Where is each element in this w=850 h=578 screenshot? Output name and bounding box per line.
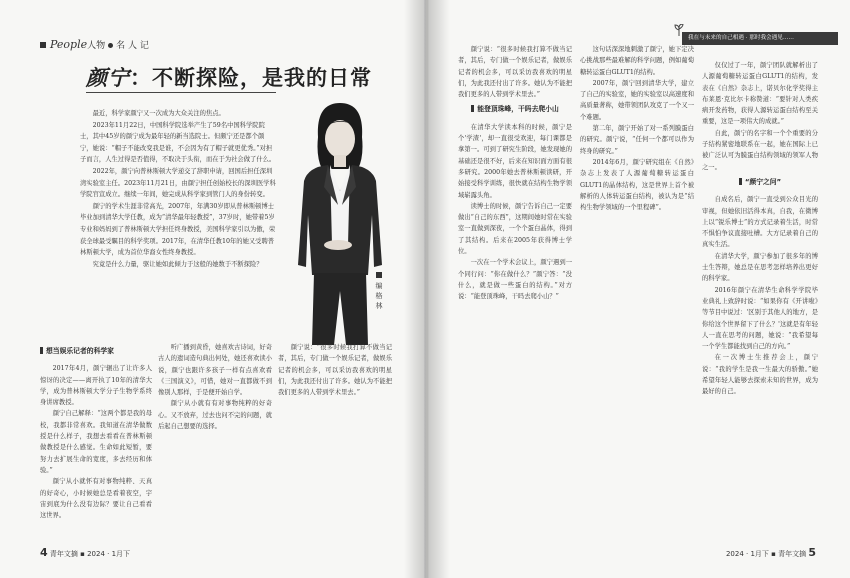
- body-paragraph: 颜宁说：“很多时候我打算不做当记者，其后，专门做一个娱乐记者，做娱乐记者的机会多，可以采访我喜欢的明星们，为此我还付出了许多。她认为不能把我们更多的人带到学术里去。”: [458, 46, 572, 99]
- intro-paragraph: 2023年11月22日，中国科学院选举产生了59名中国科学院院士，其中45岁的颜宁成为最年轻的新当选院士。但颇宁还是都个颜宁，她说：“帽子不能改变我是谁，不会因为有了帽子就更优秀。”对担子而言，人生过得是否值得，不取决于头衔，而在于为社会做了什么。: [80, 121, 276, 164]
- title-name: 颜宁: [86, 65, 130, 90]
- body-paragraph: 这句话深深地刺激了颜宁，她下定决心挑战那些最难解的科学问题，例如葡萄糖转运蛋白GLUT1的结构。: [580, 46, 694, 76]
- section-header: [40, 38, 149, 51]
- header-dot-icon: [108, 43, 113, 48]
- body-paragraph: 2014年6月，颜宁研究组在《自然》杂志上发表了人源葡萄糖转运蛋白GLUT1的晶体结构，这是世界上首个被解析的人体转运蛋白结构，被认为是“结构生物学领域的一个里程碑”。: [580, 158, 694, 212]
- folio-issue: 2024 · 1月下: [87, 550, 131, 558]
- heading-bar-icon: [739, 178, 742, 185]
- right-page: [426, 0, 850, 578]
- title-rest: ：不断探险，是我的日常: [130, 65, 372, 90]
- body-paragraph: 自成名后，颜宁一直受到公众目光的审视，但她依旧活得本真，自我，在微博上以“锐乐博士”的方式记录着生活，时常不惧怕争议直接吐槽。大方记录着自己的真实生活。: [702, 196, 818, 249]
- body-paragraph: 自此，颜宁的名字和一个个重要的分子结构紧密地联系在一起，她在国际上已被广泛认可为膜蛋白结构领域的领军人物之一。: [702, 129, 818, 171]
- page-number: 4: [40, 546, 48, 559]
- section-heading: “颜宁之问”: [702, 177, 818, 188]
- right-folio: 2024 · 1月下 ▪ 青年文摘 5: [725, 546, 816, 559]
- body-paragraph: 读博士的时候，颜宁告诉自己一定要做出“自己的东西”，这期间她时常在实验室一直做到深夜，一个个蛋白晶体，得到了其结构。后来在2005年获得博士学位。: [458, 202, 572, 256]
- body-paragraph: 听广播到黄昏，她喜欢古诗词，好奇古人的遗词造句典出何处，她还喜欢读小说，颜宁也跟许多孩子一样有点喜欢看《三国演义》，可惜，她对一直都做不到像别人那样，于是便开始自学。: [158, 344, 272, 397]
- book-gutter: [404, 0, 450, 578]
- left-column-1: [40, 342, 152, 538]
- heading-bar-icon: [471, 105, 474, 112]
- intro-paragraph: 颜宁的学术生涯非常高光，2007年，年满30岁即从普林斯顿博士毕业加到清华大学任教，成为“清华最年轻教授”，37岁时，她带着5岁专业和妈妈到了普林斯顿大学担任终身教授，美国科学家引以为傲，荣获全球最受瞩目的科学奖项。2017年，在清华任教10年的她又受聘普林斯顿大学，成为首位华裔女性终身教授。: [80, 202, 276, 257]
- body-paragraph: 颜宁从小就有有对事物纯粹的好奇心。又不放弃，过去也问不完的问题，就后起自己想要的选择。: [158, 400, 272, 431]
- editor-label: 编: [375, 282, 383, 290]
- left-folio: 4 青年文摘 ▪ 2024 · 1月下: [40, 546, 131, 559]
- intro-paragraph: 最近，科学家颜宁又一次成为大众关注的焦点。: [92, 110, 225, 117]
- article-title: [86, 62, 372, 92]
- page-number: 5: [808, 546, 816, 559]
- top-tag: 我在与未来的自己相遇 · 那时我会遇见……: [682, 32, 838, 45]
- header-column: 名 人 记: [116, 41, 149, 51]
- intro-block: [80, 108, 276, 270]
- section-heading: 能登顶珠峰，干吗去爬小山: [458, 104, 572, 115]
- body-paragraph: 第二年，颜宁开始了对一系列膜蛋白的研究。颜宁说，“任何一个都可以作为终身的研究。”: [580, 125, 694, 155]
- section-heading: 想当娱乐记者的科学家: [40, 346, 152, 357]
- folio-magazine: 青年文摘: [778, 550, 807, 558]
- right-column-3: [702, 60, 818, 538]
- body-paragraph: 在清华大学读本科的时候，颜宁是个'学渣'，却一直很受欢迎，每门课都是拿第一。可到了研究生阶段，她发现她的基础还是很不好，后来在知识面方面有很多研究。2000年她去普林斯顿读研，开始接受科学训练，很快就在结构生物学领域崭露头角。: [458, 123, 572, 199]
- left-column-2: [158, 342, 272, 538]
- editor-name: 格 林: [375, 292, 383, 310]
- intro-paragraph: 究竟是什么力量，驱让她如此倾力于这般的她数于不断探险？: [92, 260, 263, 268]
- credit-square-icon: [376, 272, 382, 278]
- title-rule: [86, 92, 276, 93]
- body-paragraph: 在清华大学，颜宁参加了很多年的博士生答辩，她总是在思考怎样培养出更好的科学家。: [702, 252, 818, 283]
- body-paragraph: 2016年颜宁在清华生命科学学院毕业典礼上致辞时说：“如果你有《开讲啦》等节目中说过：'区别于其他人的地方，是你给这个世界留下了什么？'这就是有年轻人一直在思考的问题，她说：“我希望每一个学生都能找到自己的方向。”: [702, 286, 818, 351]
- right-column-1: [458, 44, 572, 538]
- right-column-2: [580, 44, 694, 538]
- header-people-en: People: [50, 38, 88, 51]
- body-paragraph: 2007年，颜宁回到清华大学，建立了自己的实验室，她的实验室以高速度和高质量著称，她带领团队攻克了一个又一个难题。: [580, 79, 694, 121]
- editor-credit: [372, 272, 386, 311]
- heading-bar-icon: [40, 347, 43, 354]
- header-square-icon: [40, 42, 46, 48]
- header-people-zh: 人物: [87, 41, 106, 51]
- body-paragraph: 仅仅过了一年，颜宁团队就解析出了人源葡萄糖转运蛋白GLUT1的结构，发表在《自然》杂志上，诺贝尔化学奖得主布莱恩·克比尔卡称赞道：“要针对人类疾病开发药物，获得人源转运蛋白结构至关重要，这是一项伟大的成就。”: [702, 62, 818, 126]
- left-page: [0, 0, 424, 578]
- body-paragraph: 一次在一个学术会议上，颜宁遇到一个同行问：“你在做什么？”颜宁答：“没什么，就是做一些蛋白的结构。”对方说：“能登顶珠峰，干吗去爬小山？”: [458, 259, 572, 301]
- folio-magazine: 青年文摘: [49, 550, 78, 558]
- body-paragraph: 颜宁说：“很多时候我打算不做当记者，其后，专门做一个娱乐记者，做娱乐记者的机会多，可以采访我喜欢的明星们，为此我还付出了许多。她认为不能把我们更多的人带到学术里去。”: [278, 344, 392, 397]
- body-paragraph: 2017年4月，颜宁辗出了让许多人惊讶的决定——离开执了10年的清华大学，成为普林斯顿大学分子生物学系终身讲席教授。: [40, 365, 152, 407]
- intro-paragraph: 2022年，颜宁向普林斯顿大学递交了辞职申请，回国后担任深圳湾实验室主任。2023年11月21日，由颜宁担任创始校长的深圳医学科学院官宣成立。继续一年间，她完成从科学家到管门人的身份转变。: [80, 167, 276, 199]
- body-paragraph: 在一次博士生推荐会上，颜宁说：“我的学生是我一生最大的骄傲。”她希望年轻人能够去探索未知的世界，成为最好的自己。: [702, 354, 818, 396]
- left-column-3: [278, 342, 392, 538]
- body-paragraph: 颜宁自己解释：“这两个都是我的母校，我都非常喜欢。我知道在清华做数授是什么样子，我想去看看在普林斯顿做教授是什么感觉。生命如此短暂，要努力去扩展生命的宽度，多去经历和体验。”: [40, 410, 152, 474]
- body-paragraph: 颜宁从小就怀有对事物纯粹、天真的好奇心，小时候她总是看着夜空，宇宙到底为什么没有边际？要让自己看看这世界。: [40, 478, 152, 520]
- folio-issue: 2024 · 1月下: [725, 550, 769, 558]
